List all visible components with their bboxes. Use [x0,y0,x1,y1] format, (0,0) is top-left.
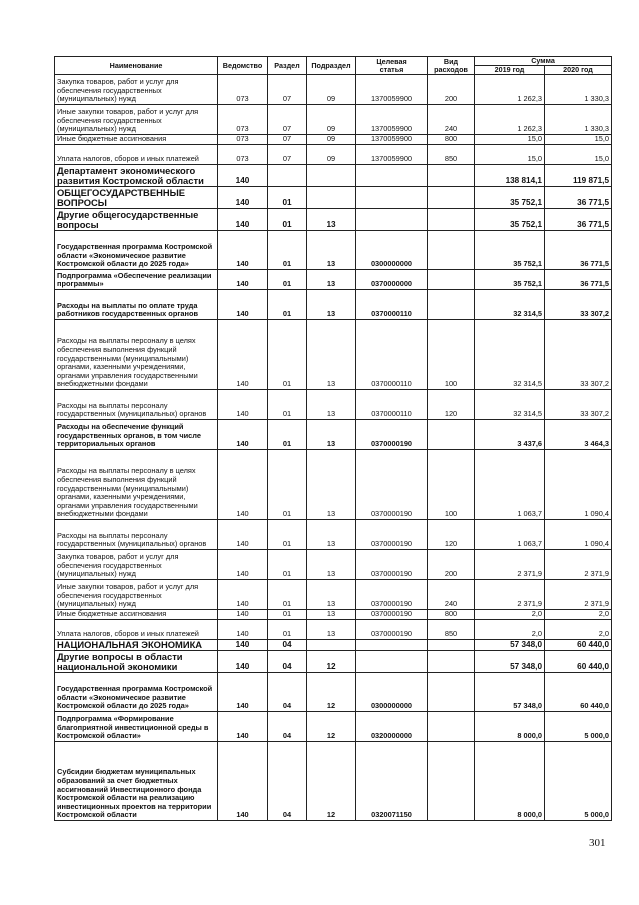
header-2019: 2019 год [475,66,545,75]
cell-name: Закупка товаров, работ и услуг для обеспечения государственных (муниципальных) нужд [55,75,218,105]
cell-2020: 1 090,4 [545,520,612,550]
cell-2019: 1 262,3 [475,75,545,105]
cell-subsection: 13 [307,450,356,520]
cell-subsection: 13 [307,231,356,270]
cell-section: 01 [268,390,307,420]
cell-section: 01 [268,270,307,290]
cell-name: Государственная программа Костромской области «Экономическое развитие Костромской области до 2025 года» [55,231,218,270]
cell-type [428,420,475,450]
cell-type: 850 [428,620,475,640]
table-row [55,420,612,450]
cell-type: 850 [428,145,475,165]
table-row [55,320,612,390]
cell-type: 200 [428,75,475,105]
cell-dept: 073 [218,75,268,105]
table-row [55,165,612,187]
cell-target: 0320071150 [356,742,428,821]
cell-target: 1370059900 [356,145,428,165]
table-row [55,290,612,320]
cell-section: 01 [268,187,307,209]
table-row [55,231,612,270]
cell-target: 0370000110 [356,290,428,320]
cell-target: 1370059900 [356,105,428,135]
header-target-line1: Целевая [376,56,407,66]
cell-section: 04 [268,651,307,673]
cell-type [428,209,475,231]
cell-name: Расходы на выплаты персоналу государственных (муниципальных) органов [55,390,218,420]
table-row [55,580,612,610]
cell-section: 01 [268,209,307,231]
cell-subsection: 12 [307,651,356,673]
header-section: Раздел [268,57,307,75]
cell-section: 04 [268,742,307,821]
cell-2019: 35 752,1 [475,231,545,270]
cell-section: 07 [268,105,307,135]
cell-name: Расходы на выплаты персоналу в целях обеспечения выполнения функций государственными (муниципальными) органами, казенными учреждениями, органами управления государственными внебюджетными фондами [55,320,218,390]
cell-section: 01 [268,520,307,550]
cell-name: Другие вопросы в области национальной экономики [55,651,218,673]
cell-target: 0300000000 [356,231,428,270]
cell-subsection: 13 [307,520,356,550]
cell-2020: 119 871,5 [545,165,612,187]
cell-type: 240 [428,105,475,135]
cell-2019: 15,0 [475,145,545,165]
cell-2020: 60 440,0 [545,640,612,651]
header-subsection: Подраздел [307,57,356,75]
cell-2020: 2,0 [545,620,612,640]
cell-type [428,270,475,290]
table-row [55,640,612,651]
cell-dept: 140 [218,209,268,231]
cell-name: Иные бюджетные ассигнования [55,135,218,145]
cell-dept: 140 [218,673,268,712]
cell-dept: 140 [218,620,268,640]
budget-table [54,56,612,821]
cell-section: 01 [268,231,307,270]
cell-dept: 140 [218,390,268,420]
cell-type [428,640,475,651]
cell-name: Департамент экономического развития Костромской области [55,165,218,187]
cell-target: 0370000190 [356,610,428,620]
cell-dept: 140 [218,231,268,270]
cell-name: Государственная программа Костромской области «Экономическое развитие Костромской области до 2025 года» [55,673,218,712]
cell-type [428,290,475,320]
cell-dept: 140 [218,290,268,320]
table-row [55,712,612,742]
cell-2020: 36 771,5 [545,231,612,270]
cell-type [428,231,475,270]
cell-2020: 2 371,9 [545,550,612,580]
table-row [55,390,612,420]
header-type-line1: Вид [443,56,459,66]
cell-2019: 8 000,0 [475,742,545,821]
cell-section: 01 [268,290,307,320]
cell-type [428,673,475,712]
cell-dept: 140 [218,187,268,209]
cell-target [356,165,428,187]
cell-target [356,187,428,209]
cell-subsection [307,165,356,187]
header-type-line2: расходов [434,64,468,74]
cell-target [356,209,428,231]
cell-2019: 57 348,0 [475,651,545,673]
cell-type: 240 [428,580,475,610]
cell-2019: 35 752,1 [475,209,545,231]
cell-target [356,651,428,673]
cell-2019: 35 752,1 [475,270,545,290]
table-row [55,135,612,145]
cell-2019: 32 314,5 [475,390,545,420]
cell-type: 100 [428,450,475,520]
cell-type [428,742,475,821]
cell-subsection: 13 [307,290,356,320]
cell-dept: 140 [218,520,268,550]
cell-2020: 1 330,3 [545,75,612,105]
cell-type: 120 [428,520,475,550]
table-row [55,209,612,231]
cell-name: НАЦИОНАЛЬНАЯ ЭКОНОМИКА [55,640,218,651]
table-row [55,550,612,580]
cell-dept: 073 [218,105,268,135]
cell-section: 01 [268,450,307,520]
cell-subsection: 13 [307,550,356,580]
cell-2019: 3 437,6 [475,420,545,450]
cell-target: 0370000190 [356,550,428,580]
cell-type: 800 [428,135,475,145]
cell-2019: 32 314,5 [475,290,545,320]
table-row [55,145,612,165]
cell-2020: 1 330,3 [545,105,612,135]
cell-target: 0320000000 [356,712,428,742]
cell-2019: 57 348,0 [475,673,545,712]
cell-dept: 073 [218,135,268,145]
cell-section: 04 [268,712,307,742]
cell-target: 1370059900 [356,135,428,145]
cell-2019: 2,0 [475,610,545,620]
table-row [55,75,612,105]
cell-section: 01 [268,550,307,580]
cell-dept: 140 [218,580,268,610]
cell-section: 01 [268,610,307,620]
cell-target: 0370000190 [356,580,428,610]
cell-subsection [307,640,356,651]
cell-target: 0370000190 [356,420,428,450]
header-name: Наименование [55,57,218,75]
cell-target: 0370000000 [356,270,428,290]
cell-2019: 57 348,0 [475,640,545,651]
cell-type [428,165,475,187]
table-row [55,673,612,712]
cell-section [268,165,307,187]
cell-subsection: 09 [307,105,356,135]
cell-dept: 140 [218,550,268,580]
cell-subsection: 13 [307,390,356,420]
cell-subsection: 12 [307,673,356,712]
cell-2020: 60 440,0 [545,651,612,673]
cell-type [428,712,475,742]
header-2020: 2020 год [545,66,612,75]
cell-dept: 140 [218,742,268,821]
cell-target: 0300000000 [356,673,428,712]
cell-subsection: 13 [307,620,356,640]
cell-2020: 36 771,5 [545,187,612,209]
page-number: 301 [589,837,606,849]
cell-dept: 140 [218,420,268,450]
cell-name: Расходы на обеспечение функций государственных органов, в том числе территориальных органов [55,420,218,450]
cell-2020: 2,0 [545,610,612,620]
header-target-line2: статья [379,64,404,74]
cell-dept: 140 [218,610,268,620]
cell-name: Расходы на выплаты персоналу государственных (муниципальных) органов [55,520,218,550]
table-row [55,187,612,209]
cell-type: 120 [428,390,475,420]
header-sum: Сумма [475,57,612,66]
cell-dept: 140 [218,320,268,390]
cell-subsection: 13 [307,209,356,231]
cell-2020: 33 307,2 [545,320,612,390]
cell-name: Иные закупки товаров, работ и услуг для обеспечения государственных (муниципальных) нужд [55,580,218,610]
cell-name: Иные закупки товаров, работ и услуг для обеспечения государственных (муниципальных) нужд [55,105,218,135]
cell-name: Расходы на выплаты персоналу в целях обеспечения выполнения функций государственными (муниципальными) органами, казенными учреждениями, органами управления государственными внебюджетными фондами [55,450,218,520]
cell-name: Уплата налогов, сборов и иных платежей [55,145,218,165]
table-row [55,742,612,821]
table-row [55,105,612,135]
cell-2020: 2 371,9 [545,580,612,610]
cell-subsection: 13 [307,610,356,620]
cell-2020: 33 307,2 [545,290,612,320]
cell-target: 0370000190 [356,620,428,640]
cell-2020: 5 000,0 [545,742,612,821]
cell-target: 0370000190 [356,520,428,550]
cell-2019: 2 371,9 [475,550,545,580]
table-row [55,450,612,520]
cell-2019: 1 063,7 [475,520,545,550]
cell-name: Закупка товаров, работ и услуг для обеспечения государственных (муниципальных) нужд [55,550,218,580]
header-type [428,57,475,75]
cell-subsection: 09 [307,135,356,145]
cell-subsection: 13 [307,580,356,610]
cell-2019: 35 752,1 [475,187,545,209]
cell-type: 100 [428,320,475,390]
cell-name: Субсидии бюджетам муниципальных образований за счет бюджетных ассигнований Инвестиционного фонда Костромской области на реализацию инвестиционных проектов на территории Костромской области [55,742,218,821]
table-row [55,520,612,550]
cell-subsection: 12 [307,712,356,742]
cell-2020: 60 440,0 [545,673,612,712]
cell-subsection: 12 [307,742,356,821]
cell-dept: 073 [218,145,268,165]
cell-2019: 1 262,3 [475,105,545,135]
cell-name: Расходы на выплаты по оплате труда работников государственных органов [55,290,218,320]
cell-2020: 3 464,3 [545,420,612,450]
cell-subsection: 13 [307,320,356,390]
cell-subsection [307,187,356,209]
cell-target: 1370059900 [356,75,428,105]
cell-section: 07 [268,75,307,105]
cell-dept: 140 [218,640,268,651]
header-dept: Ведомство [218,57,268,75]
cell-dept: 140 [218,712,268,742]
cell-subsection: 13 [307,270,356,290]
cell-section: 01 [268,420,307,450]
cell-2020: 1 090,4 [545,450,612,520]
cell-dept: 140 [218,270,268,290]
cell-2020: 36 771,5 [545,270,612,290]
cell-section: 07 [268,145,307,165]
header-target [356,57,428,75]
cell-section: 01 [268,620,307,640]
cell-type: 200 [428,550,475,580]
cell-name: Другие общегосударственные вопросы [55,209,218,231]
cell-2019: 8 000,0 [475,712,545,742]
cell-2020: 36 771,5 [545,209,612,231]
cell-2019: 15,0 [475,135,545,145]
cell-subsection: 09 [307,145,356,165]
cell-2020: 33 307,2 [545,390,612,420]
cell-2020: 5 000,0 [545,712,612,742]
cell-dept: 140 [218,165,268,187]
cell-target: 0370000190 [356,450,428,520]
cell-section: 04 [268,673,307,712]
cell-target: 0370000110 [356,390,428,420]
cell-2020: 15,0 [545,145,612,165]
cell-type [428,651,475,673]
cell-dept: 140 [218,651,268,673]
cell-type [428,187,475,209]
cell-2019: 32 314,5 [475,320,545,390]
table-row [55,610,612,620]
cell-name: Уплата налогов, сборов и иных платежей [55,620,218,640]
cell-2019: 1 063,7 [475,450,545,520]
table-row [55,620,612,640]
cell-target [356,640,428,651]
cell-name: Иные бюджетные ассигнования [55,610,218,620]
cell-section: 01 [268,320,307,390]
cell-2019: 2 371,9 [475,580,545,610]
cell-2019: 138 814,1 [475,165,545,187]
cell-name: Подпрограмма «Обеспечение реализации программы» [55,270,218,290]
cell-dept: 140 [218,450,268,520]
cell-section: 01 [268,580,307,610]
cell-name: Подпрограмма «Формирование благоприятной инвестиционной среды в Костромской области» [55,712,218,742]
cell-2020: 15,0 [545,135,612,145]
cell-section: 04 [268,640,307,651]
cell-subsection: 13 [307,420,356,450]
cell-target: 0370000110 [356,320,428,390]
cell-type: 800 [428,610,475,620]
cell-section: 07 [268,135,307,145]
budget-table-page [54,56,611,821]
cell-name: ОБЩЕГОСУДАРСТВЕННЫЕ ВОПРОСЫ [55,187,218,209]
table-row [55,651,612,673]
table-row [55,270,612,290]
cell-2019: 2,0 [475,620,545,640]
table-body [55,75,612,821]
cell-subsection: 09 [307,75,356,105]
